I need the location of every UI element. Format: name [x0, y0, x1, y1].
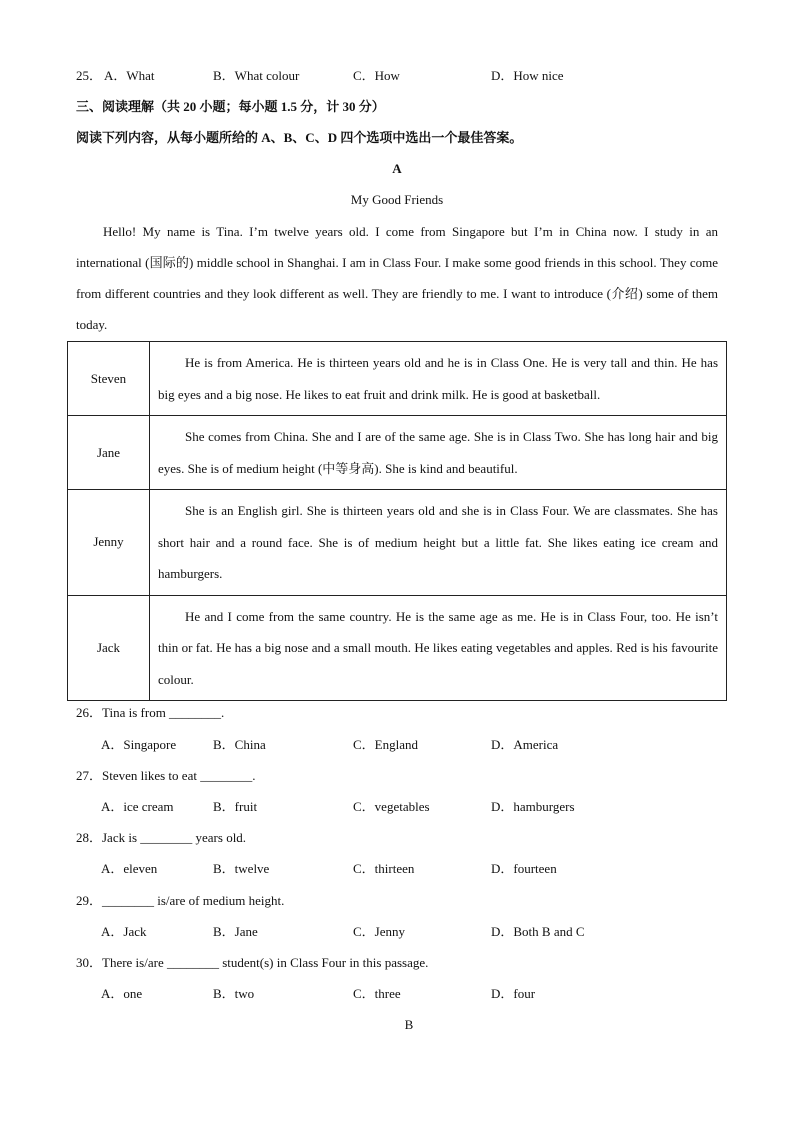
- q25-option-a: A．What: [104, 68, 155, 83]
- question-27-stem: 27．Steven likes to eat ________.: [76, 768, 256, 783]
- q30-option-b: B．two: [213, 986, 255, 1001]
- friend-name: Steven: [68, 342, 150, 416]
- q29-option-b: B．Jane: [213, 924, 258, 939]
- section-title: 三、阅读理解（共 20 小题；每小题 1.5 分，计 30 分）: [76, 99, 385, 114]
- table-row: [68, 490, 727, 596]
- q25-option-b: B．What colour: [213, 68, 300, 83]
- passage-label: A: [392, 161, 402, 176]
- next-passage-label: B: [404, 1017, 414, 1032]
- q27-option-d: D．hamburgers: [491, 799, 575, 814]
- friend-description: She is an English girl. She is thirteen years old and she is in Class Four. We are classmates. She has short hair and a round face. She is of medium height but a little fat. She likes eating ice cream and hamburgers.: [158, 503, 718, 581]
- friend-description-cell: [150, 490, 727, 596]
- friend-name: Jenny: [68, 490, 150, 596]
- table-row: [68, 416, 727, 490]
- q28-option-a: A．eleven: [101, 861, 158, 876]
- q28-option-c: C．thirteen: [353, 861, 415, 876]
- q29-option-c: C．Jenny: [353, 924, 406, 939]
- q30-option-a: A．one: [101, 986, 143, 1001]
- question-30-stem: 30．There is/are ________ student(s) in Class Four in this passage.: [76, 955, 429, 970]
- q27-option-b: B．fruit: [213, 799, 258, 814]
- q26-option-c: C．England: [353, 737, 418, 752]
- friend-description: He is from America. He is thirteen years old and he is in Class One. He is very tall and thin. He has big eyes and a big nose. He likes to eat fruit and drink milk. He is good at basketball.: [158, 355, 718, 402]
- q25-option-d: D．How nice: [491, 68, 564, 83]
- friend-description: He and I come from the same country. He is the same age as me. He is in Class Four, too. He isn’t thin or fat. He has a big nose and a small mouth. He likes eating vegetables and apples. Red is his favourite colour.: [158, 608, 718, 687]
- q26-option-d: D．America: [491, 737, 559, 752]
- friend-description-cell: [150, 416, 727, 490]
- friends-table: [67, 341, 727, 701]
- q26-option-b: B．China: [213, 737, 266, 752]
- q29-option-d: D．Both B and C: [491, 924, 585, 939]
- q28-option-d: D．fourteen: [491, 861, 557, 876]
- question-29-stem: 29．________ is/are of medium height.: [76, 893, 285, 908]
- friend-description-cell: [150, 342, 727, 416]
- q30-option-c: C．three: [353, 986, 401, 1001]
- q29-option-a: A．Jack: [101, 924, 147, 939]
- question-25-number: 25．: [76, 68, 103, 83]
- passage-intro: Hello! My name is Tina. I’m twelve years old. I come from Singapore but I’m in China now. I study in an international (国际的) middle school in Shanghai. I am in Class Four. I make some good friends in this school. They come from different countries and they look different as well. They are friendly to me. I want to introduce (介绍) some of them today.: [76, 224, 718, 332]
- question-26-stem: 26．Tina is from ________.: [76, 705, 225, 720]
- friend-name: Jack: [68, 595, 150, 701]
- q27-option-c: C．vegetables: [353, 799, 430, 814]
- q27-option-a: A．ice cream: [101, 799, 174, 814]
- q30-option-d: D．four: [491, 986, 536, 1001]
- friend-description-cell: [150, 595, 727, 701]
- q25-option-c: C．How: [353, 68, 400, 83]
- friend-name: Jane: [68, 416, 150, 490]
- q26-option-a: A．Singapore: [101, 737, 177, 752]
- section-instruction: 阅读下列内容，从每小题所给的 A、B、C、D 四个选项中选出一个最佳答案。: [76, 130, 523, 145]
- friend-description: She comes from China. She and I are of the same age. She is in Class Two. She has long hair and big eyes. She is of medium height (中等身高). She is kind and beautiful.: [158, 429, 718, 476]
- question-28-stem: 28．Jack is ________ years old.: [76, 830, 247, 845]
- table-row: [68, 342, 727, 416]
- passage-title: My Good Friends: [350, 192, 444, 207]
- q28-option-b: B．twelve: [213, 861, 270, 876]
- table-row: [68, 595, 727, 701]
